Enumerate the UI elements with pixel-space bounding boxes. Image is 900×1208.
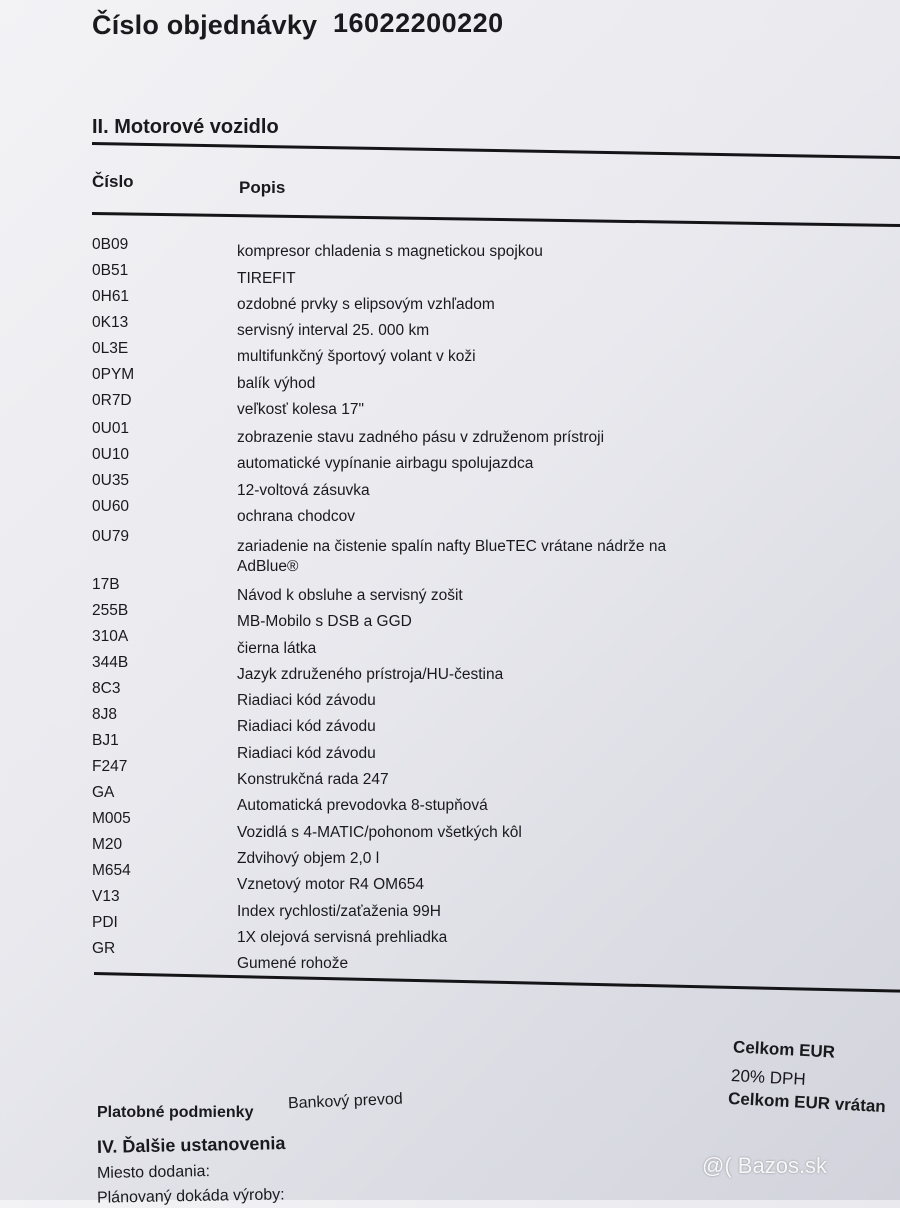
option-code: 255B — [92, 602, 129, 619]
option-description: Vznetový motor R4 OM654 — [237, 876, 424, 894]
option-description: Automatická prevodovka 8-stupňová — [237, 797, 488, 815]
order-number-value: 16022200220 — [333, 8, 504, 38]
section-4-title: IV. Ďalšie ustanovenia — [96, 1133, 286, 1157]
option-description: 12-voltová zásuvka — [237, 481, 370, 499]
option-code: F247 — [92, 758, 128, 775]
option-description: Jazyk združeného prístroja/HU-čestina — [237, 665, 504, 683]
option-code: 0U79 — [92, 528, 130, 545]
option-description: veľkosť kolesa 17" — [237, 400, 364, 418]
option-description: Riadiaci kód závodu — [237, 718, 376, 736]
option-description: servisný interval 25. 000 km — [237, 322, 430, 339]
option-code: 17B — [92, 576, 120, 593]
option-description: Vozidlá s 4-MATIC/pohonom všetkých kôl — [237, 823, 522, 841]
payment-terms-label: Platobné podmienky — [97, 1104, 254, 1121]
option-code: V13 — [92, 888, 120, 905]
option-code: GA — [92, 784, 115, 801]
option-code: PDI — [92, 914, 118, 931]
production-line-partial: Plánovaný dokáda výroby: — [96, 1186, 285, 1207]
option-code: M005 — [92, 810, 131, 827]
vat-label: 20% DPH — [730, 1066, 807, 1089]
option-description: ozdobné prvky s elipsovým vzhľadom — [237, 295, 495, 313]
option-code: GR — [92, 940, 116, 957]
option-description: kompresor chladenia s magnetickou spojkou — [237, 243, 543, 260]
option-description: čierna látka — [237, 639, 317, 657]
option-description: Gumené rohože — [237, 955, 349, 973]
total-eur-label: Celkom EUR — [732, 1037, 836, 1062]
option-code: 310A — [92, 628, 129, 645]
option-code: BJ1 — [92, 732, 119, 749]
option-code: 0U35 — [92, 472, 130, 489]
option-description: 1X olejová servisná prehliadka — [237, 928, 448, 946]
option-description: MB-Mobilo s DSB a GGD — [237, 613, 412, 631]
option-description: ochrana chodcov — [237, 508, 356, 525]
total-incl-label: Celkom EUR vrátan — [727, 1088, 887, 1117]
option-description: multifunkčný športový volant v koži — [237, 348, 476, 366]
option-description: zariadenie na čistenie spalín nafty BlueTEC vrátane nádrže na AdBlue® — [237, 538, 667, 576]
option-code: 0B09 — [92, 236, 129, 253]
option-code: 8J8 — [92, 706, 117, 723]
option-description: Riadiaci kód závodu — [237, 744, 376, 762]
option-description: Index rychlosti/zaťaženia 99H — [237, 902, 441, 920]
option-code: M20 — [92, 836, 123, 853]
option-description: Konstrukčná rada 247 — [237, 771, 389, 788]
option-description: Riadiaci kód závodu — [237, 692, 376, 710]
option-code: M654 — [92, 862, 131, 879]
option-code: 0K13 — [92, 314, 129, 331]
option-description: Návod k obsluhe a servisný zošit — [237, 586, 463, 604]
option-code: 0PYM — [92, 366, 135, 383]
option-code: 0R7D — [92, 392, 132, 409]
option-description: automatické vypínanie airbagu spolujazdca — [237, 455, 534, 473]
watermark-logo-icon: @( — [702, 1153, 732, 1178]
option-description: balík výhod — [237, 374, 316, 392]
option-code: 344B — [92, 654, 129, 671]
option-description: TIREFIT — [237, 269, 296, 287]
watermark — [702, 1153, 827, 1179]
delivery-place-label: Miesto dodania: — [96, 1163, 211, 1182]
column-header-code: Číslo — [92, 172, 134, 191]
option-description: zobrazenie stavu zadného pásu v združenom prístroji — [237, 429, 605, 447]
payment-terms-value: Bankový prevod — [287, 1090, 404, 1113]
option-code: 0H61 — [92, 288, 130, 305]
option-code: 0U01 — [92, 420, 130, 437]
option-code: 0U60 — [92, 498, 130, 515]
option-code: 0B51 — [92, 262, 129, 279]
watermark-text: Bazos.sk — [737, 1153, 828, 1178]
order-number-label: Číslo objednávky — [92, 10, 318, 40]
column-header-description: Popis — [239, 178, 286, 197]
option-description: Zdvihový objem 2,0 l — [237, 849, 380, 867]
option-code: 0L3E — [92, 340, 129, 357]
option-code: 0U10 — [92, 446, 130, 463]
option-code: 8C3 — [92, 680, 121, 697]
section-title: II. Motorové vozidlo — [92, 116, 279, 138]
